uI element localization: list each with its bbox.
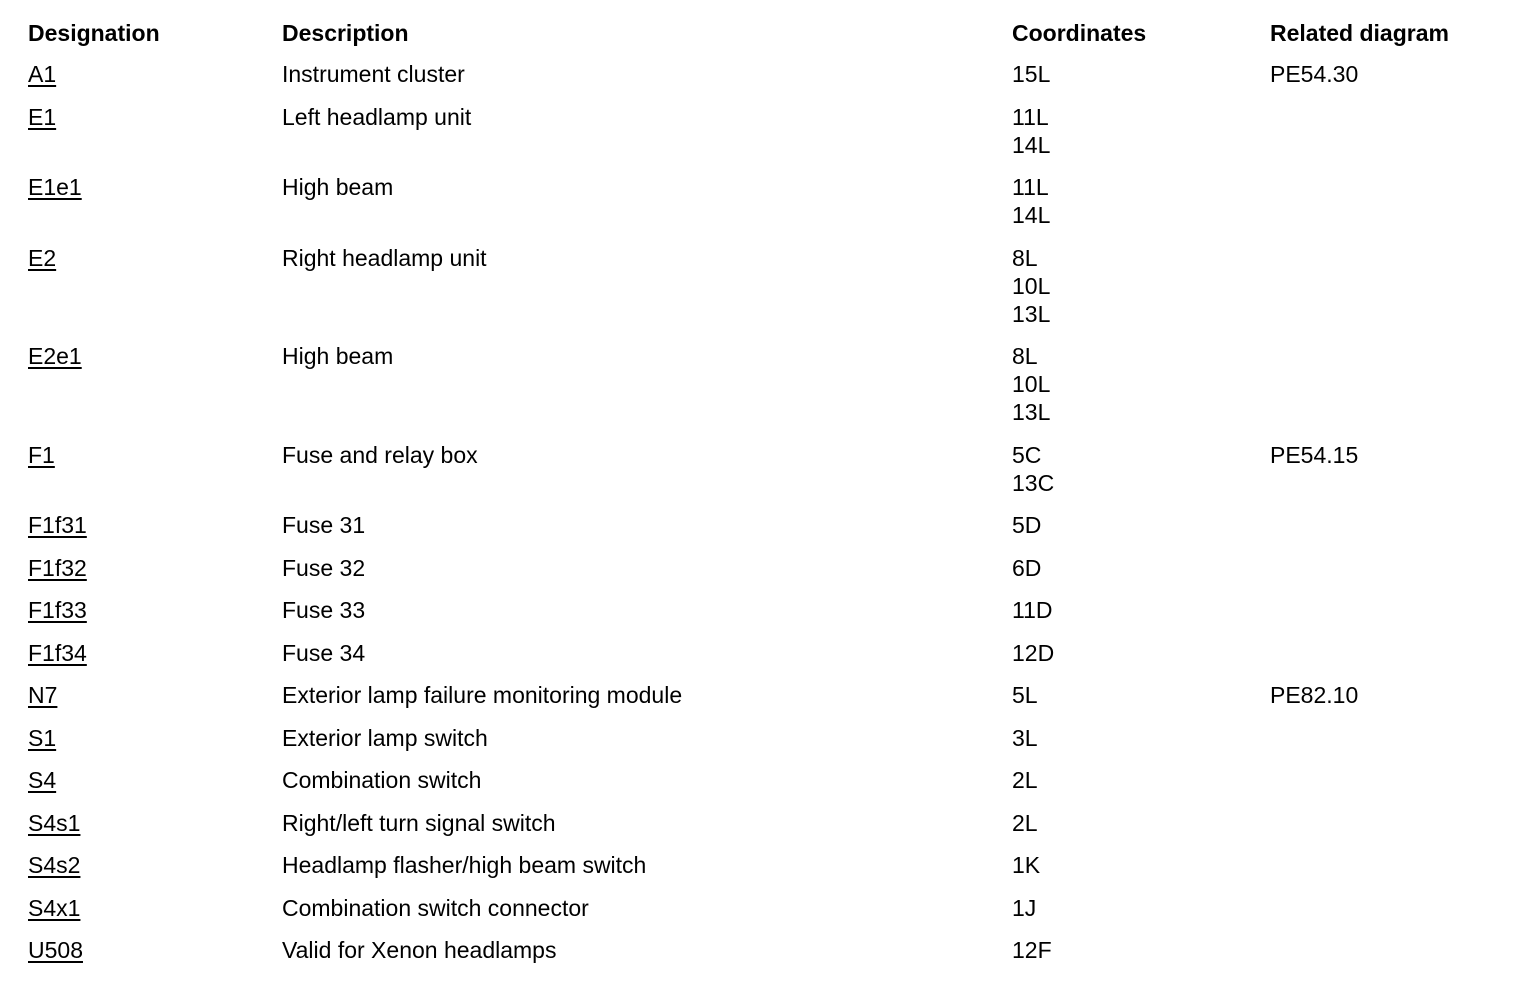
coordinate-value: 14L (1012, 131, 1051, 158)
table-row (28, 851, 1498, 894)
table-row (28, 244, 1498, 343)
coordinate-value: 13L (1012, 300, 1051, 327)
coordinate-value: 11L (1012, 174, 1049, 200)
coordinates-cell (1012, 724, 1270, 752)
designation-cell (28, 936, 282, 964)
coordinate-value: 5L (1012, 682, 1038, 708)
coordinates-cell (1012, 511, 1270, 539)
table-row (28, 809, 1498, 852)
coordinates-cell (1012, 554, 1270, 582)
description-cell: Valid for Xenon headlamps (282, 937, 557, 963)
coordinates-cell (1012, 596, 1270, 624)
coordinates-cell (1012, 60, 1270, 88)
coordinate-value: 11L (1012, 103, 1049, 130)
coordinate-value: 5C (1012, 441, 1042, 468)
designation-link[interactable]: E1e1 (28, 174, 82, 200)
description-cell: Right/left turn signal switch (282, 809, 556, 836)
description-cell: Exterior lamp switch (282, 724, 488, 751)
designation-cell (28, 342, 282, 370)
table-row (28, 60, 1498, 103)
coordinate-value: 10L (1012, 272, 1051, 299)
coordinates-cell (1012, 639, 1270, 667)
description-cell: Fuse and relay box (282, 441, 478, 468)
designation-cell (28, 511, 282, 539)
designation-cell (28, 60, 282, 88)
designation-link[interactable]: E2 (28, 244, 57, 271)
designation-cell (28, 894, 282, 922)
description-cell: Left headlamp unit (282, 103, 472, 130)
designation-link[interactable]: F1f33 (28, 597, 87, 623)
description-cell: Instrument cluster (282, 61, 465, 87)
description-cell: Fuse 33 (282, 597, 366, 623)
table-row (28, 441, 1498, 512)
table-row (28, 511, 1498, 554)
designation-link[interactable]: N7 (28, 682, 58, 708)
table-row (28, 681, 1498, 724)
header-related-diagram: Related diagram (1270, 20, 1449, 46)
coordinates-cell (1012, 766, 1270, 794)
coordinate-value: 6D (1012, 554, 1042, 581)
designation-cell (28, 724, 282, 752)
table-row (28, 103, 1498, 174)
designation-cell (28, 681, 282, 709)
header-coordinates: Coordinates (1012, 20, 1147, 46)
coordinates-cell (1012, 441, 1270, 497)
table-row (28, 173, 1498, 244)
coordinate-value: 2L (1012, 809, 1038, 836)
designation-link[interactable]: S1 (28, 724, 57, 751)
description-cell: Fuse 32 (282, 554, 366, 581)
designation-cell (28, 173, 282, 201)
description-cell: High beam (282, 343, 394, 369)
coordinate-value: 3L (1012, 724, 1038, 751)
table-row (28, 554, 1498, 597)
designation-link[interactable]: F1f32 (28, 554, 87, 581)
designation-link[interactable]: A1 (28, 61, 57, 87)
coordinates-cell (1012, 809, 1270, 837)
designation-link[interactable]: U508 (28, 937, 83, 963)
coordinates-cell (1012, 936, 1270, 964)
coordinate-value: 11D (1012, 597, 1053, 623)
table-header (28, 16, 1498, 60)
coordinate-value: 5D (1012, 512, 1042, 538)
description-cell: Exterior lamp failure monitoring module (282, 682, 683, 708)
coordinate-value: 10L (1012, 371, 1051, 397)
description-cell: Fuse 34 (282, 639, 366, 666)
related-diagram-cell: PE82.10 (1270, 682, 1359, 708)
description-cell: Combination switch (282, 767, 482, 793)
related-diagram-cell: PE54.30 (1270, 61, 1359, 87)
table-row (28, 724, 1498, 767)
component-legend-table (28, 16, 1498, 979)
designation-cell (28, 103, 282, 131)
coordinates-cell (1012, 103, 1270, 159)
description-cell: Fuse 31 (282, 512, 366, 538)
table-row (28, 936, 1498, 979)
description-cell: Right headlamp unit (282, 244, 487, 271)
description-cell: High beam (282, 174, 394, 200)
designation-link[interactable]: F1 (28, 441, 55, 468)
designation-link[interactable]: F1f34 (28, 639, 87, 666)
table-row (28, 342, 1498, 441)
designation-link[interactable]: F1f31 (28, 512, 87, 538)
designation-link[interactable]: E1 (28, 103, 57, 130)
coordinates-cell (1012, 894, 1270, 922)
designation-cell (28, 596, 282, 624)
designation-cell (28, 441, 282, 469)
designation-link[interactable]: S4s2 (28, 852, 81, 878)
designation-cell (28, 244, 282, 272)
coordinate-value: 8L (1012, 343, 1038, 369)
coordinate-value: 12F (1012, 937, 1052, 963)
table-row (28, 596, 1498, 639)
coordinate-value: 13C (1012, 469, 1055, 496)
coordinates-cell (1012, 342, 1270, 426)
designation-cell (28, 809, 282, 837)
description-cell: Combination switch connector (282, 894, 589, 921)
table-row (28, 639, 1498, 682)
designation-cell (28, 554, 282, 582)
coordinate-value: 15L (1012, 61, 1051, 87)
coordinate-value: 13L (1012, 399, 1051, 425)
coordinate-value: 1K (1012, 852, 1041, 878)
coordinates-cell (1012, 681, 1270, 709)
coordinates-cell (1012, 173, 1270, 229)
designation-link[interactable]: S4 (28, 767, 57, 793)
related-diagram-cell: PE54.15 (1270, 441, 1359, 468)
coordinate-value: 8L (1012, 244, 1038, 271)
designation-cell (28, 639, 282, 667)
table-row (28, 894, 1498, 937)
coordinate-value: 1J (1012, 894, 1037, 921)
coordinate-value: 12D (1012, 639, 1055, 666)
table-row (28, 766, 1498, 809)
coordinates-cell (1012, 244, 1270, 328)
coordinates-cell (1012, 851, 1270, 879)
coordinate-value: 2L (1012, 767, 1038, 793)
designation-link[interactable]: E2e1 (28, 343, 82, 369)
designation-link[interactable]: S4x1 (28, 894, 81, 921)
description-cell: Headlamp flasher/high beam switch (282, 852, 647, 878)
designation-cell (28, 851, 282, 879)
coordinate-value: 14L (1012, 202, 1051, 228)
header-designation: Designation (28, 20, 160, 46)
table-body (28, 60, 1498, 979)
designation-link[interactable]: S4s1 (28, 809, 81, 836)
header-description: Description (282, 20, 409, 46)
designation-cell (28, 766, 282, 794)
